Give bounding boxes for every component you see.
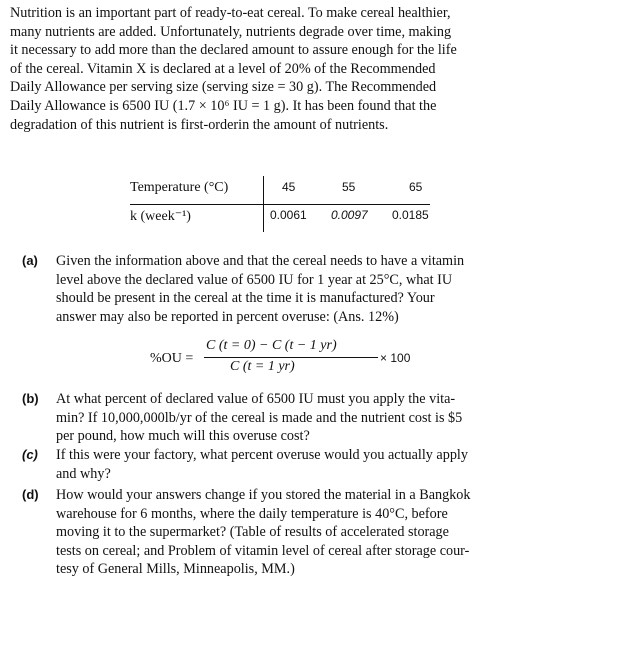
- question-line: moving it to the supermarket? (Table of results of accelerated storage: [56, 524, 449, 541]
- overuse-formula: [150, 338, 450, 382]
- intro-line: it necessary to add more than the declared amount to assure enough for the life: [10, 42, 457, 59]
- temperature-label: Temperature (°C): [130, 180, 229, 195]
- question-line: per pound, how much will this overuse cost?: [56, 428, 310, 445]
- question-body: [56, 446, 468, 483]
- question-line: tesy of General Mills, Minneapolis, MM.): [56, 561, 295, 578]
- rate-constant-table: [130, 176, 430, 232]
- question-line: If this were your factory, what percent overuse would you actually apply: [56, 447, 468, 463]
- intro-line: many nutrients are added. Unfortunately, nutrients degrade over time, making: [10, 23, 452, 40]
- formula-numerator: C (t = 0) − C (t − 1 yr): [206, 338, 337, 353]
- intro-line: of the cereal. Vitamin X is declared at a level of 20% of the Recommended: [10, 60, 436, 77]
- question-line: answer may also be reported in percent overuse: (Ans. 12%): [56, 308, 399, 325]
- question-line: level above the declared value of 6500 IU for 1 year at 25°C, what IU: [56, 271, 453, 288]
- formula-rhs: × 100: [380, 351, 411, 365]
- question-line: should be present in the cereal at the time it is manufactured? Your: [56, 290, 435, 307]
- question-line: min? If 10,000,000lb/yr of the cereal is made and the nutrient cost is $5: [56, 409, 463, 426]
- table-cell: 0.0185: [392, 208, 429, 222]
- question-body: [56, 252, 464, 326]
- question-body: [56, 390, 462, 446]
- question-line: tests on cereal; and Problem of vitamin level of cereal after storage cour-: [56, 542, 470, 559]
- question-tag: (a): [22, 253, 38, 268]
- fraction-bar: [204, 357, 378, 358]
- intro-line: Nutrition is an important part of ready-to-eat cereal. To make cereal healthier,: [10, 5, 451, 21]
- table-cell: 0.0097: [331, 208, 368, 222]
- question-line: warehouse for 6 months, where the daily temperature is 40°C, before: [56, 505, 448, 522]
- table-row-temperature: [130, 176, 430, 204]
- question-line: At what percent of declared value of 6500 IU must you apply the vita-: [56, 391, 456, 407]
- table-cell: 55: [342, 180, 356, 194]
- formula-lhs: %OU =: [150, 351, 194, 366]
- question-line: How would your answers change if you stored the material in a Bangkok: [56, 487, 471, 503]
- intro-line: Daily Allowance per serving size (serving size = 30 g). The Recommended: [10, 79, 437, 96]
- question-line: and why?: [56, 465, 111, 482]
- question-tag: (c): [22, 447, 38, 462]
- formula-denominator: C (t = 1 yr): [230, 359, 295, 374]
- table-row-k: [130, 204, 430, 232]
- table-cell: 65: [409, 180, 423, 194]
- question-tag: (d): [22, 487, 39, 502]
- question-body: [56, 486, 471, 579]
- question-tag: (b): [22, 391, 39, 406]
- k-label: k (week⁻¹): [130, 209, 191, 224]
- intro-line: degradation of this nutrient is first-orderin the amount of nutrients.: [10, 116, 389, 133]
- table-cell: 0.0061: [270, 208, 307, 222]
- table-cell: 45: [282, 180, 296, 194]
- intro-line: Daily Allowance is 6500 IU (1.7 × 10⁶ IU = 1 g). It has been found that the: [10, 97, 437, 114]
- intro-paragraph: [10, 4, 610, 134]
- question-line: Given the information above and that the cereal needs to have a vitamin: [56, 253, 465, 269]
